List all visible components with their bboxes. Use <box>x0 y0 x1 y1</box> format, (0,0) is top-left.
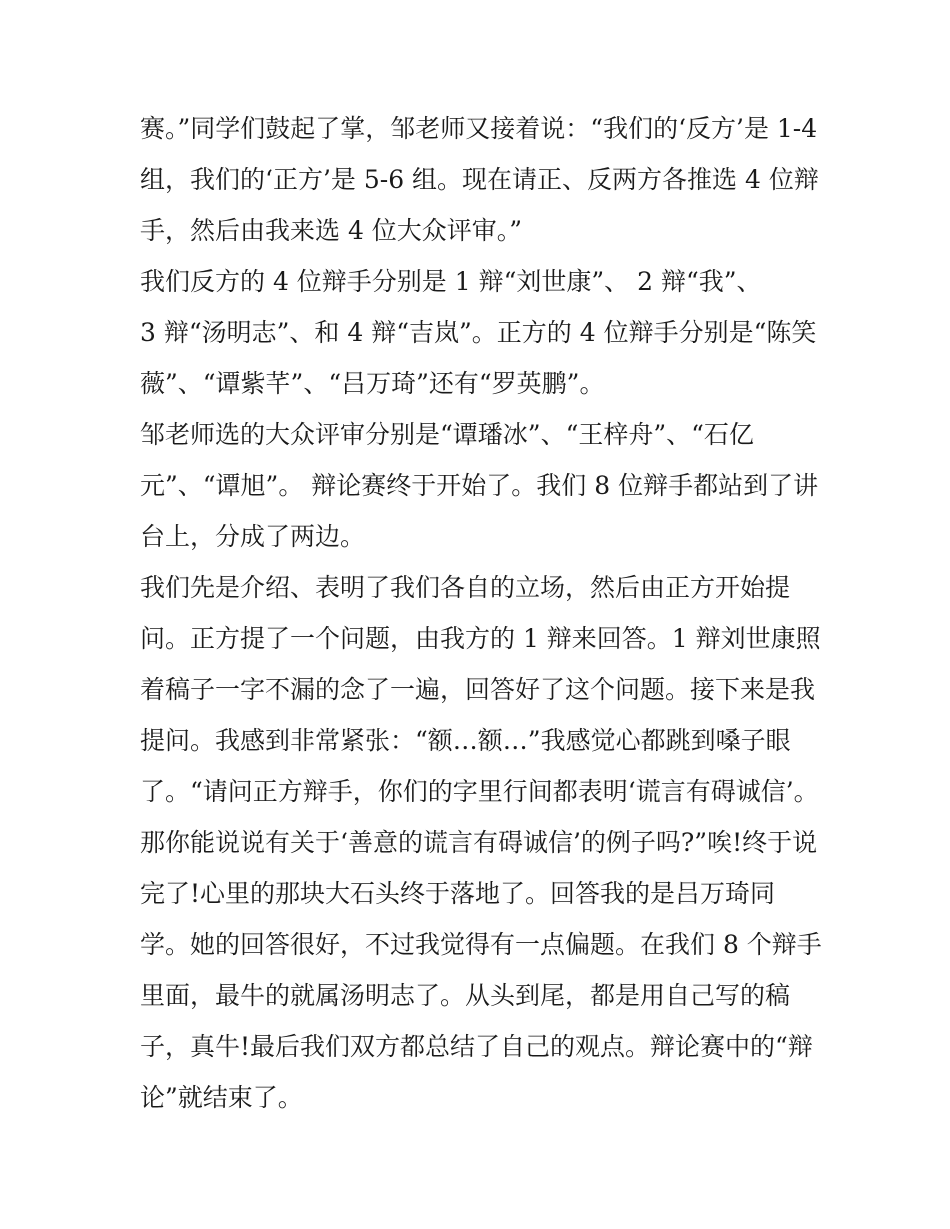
text-line: 学。她的回答很好，不过我觉得有一点偏题。在我们 8 个辩手 <box>140 930 822 959</box>
text-line: 完了!心里的那块大石头终于落地了。回答我的是吕万琦同 <box>140 879 776 908</box>
text-line: 邹老师选的大众评审分别是“谭璠冰”、“王梓舟”、“石亿 <box>140 420 754 449</box>
text-line: 赛。”同学们鼓起了掌，邹老师又接着说：“我们的‘反方’是 1-4 <box>140 114 818 143</box>
text-line: 薇”、“谭紫芊”、“吕万琦”还有“罗英鹏”。 <box>140 369 605 398</box>
text-line: 了。“请问正方辩手，你们的字里行间都表明‘谎言有碍诚信’。 <box>140 777 819 806</box>
text-line: 组，我们的‘正方’是 5-6 组。现在请正、反两方各推选 4 位辩 <box>140 165 819 194</box>
text-line: 着稿子一字不漏的念了一遍，回答好了这个问题。接下来是我 <box>140 675 816 704</box>
text-line: 我们先是介绍、表明了我们各自的立场，然后由正方开始提 <box>140 573 791 602</box>
body-text <box>140 103 830 1123</box>
text-line: 子，真牛!最后我们双方都总结了自己的观点。辩论赛中的“辩 <box>140 1032 813 1061</box>
text-line: 论”就结束了。 <box>140 1083 303 1112</box>
text-line: 元”、“谭旭”。 辩论赛终于开始了。我们 8 位辩手都站到了讲 <box>140 471 819 500</box>
text-line: 3 辩“汤明志”、和 4 辩“吉岚”。正方的 4 位辩手分别是“陈笑 <box>140 318 817 347</box>
text-line: 手，然后由我来选 4 位大众评审。” <box>140 216 523 245</box>
text-line: 问。正方提了一个问题，由我方的 1 辩来回答。1 辩刘世康照 <box>140 624 821 653</box>
text-line: 那你能说说有关于‘善意的谎言有碍诚信’的例子吗?”唉!终于说 <box>140 828 818 857</box>
text-line: 里面，最牛的就属汤明志了。从头到尾，都是用自己写的稿 <box>140 981 791 1010</box>
text-line: 台上，分成了两边。 <box>140 522 366 551</box>
text-line: 我们反方的 4 位辩手分别是 1 辩“刘世康”、 2 辩“我”、 <box>140 267 762 296</box>
text-line: 提问。我感到非常紧张：“额…额…”我感觉心都跳到嗓子眼 <box>140 726 791 755</box>
